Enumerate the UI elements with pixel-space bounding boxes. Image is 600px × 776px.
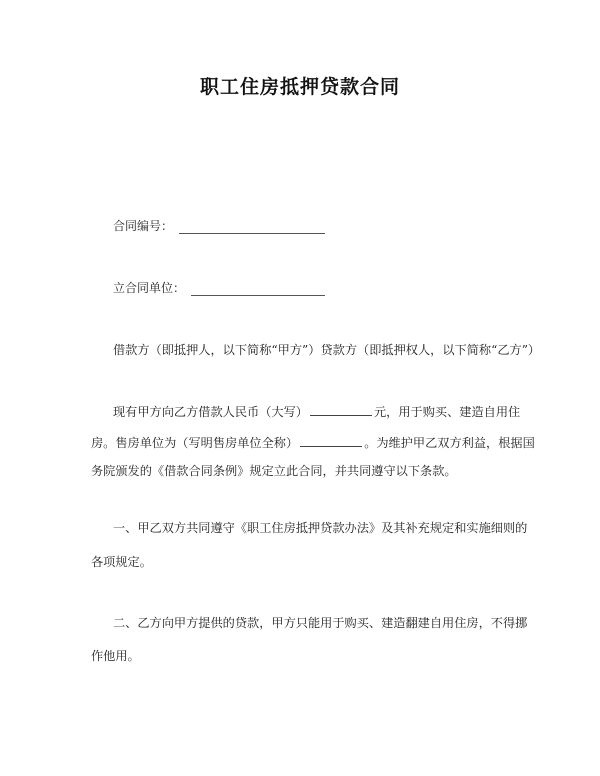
preamble-text-1b: 元，用于购买、建造自用住 bbox=[374, 405, 521, 419]
preamble-text-2a: 房。售房单位为（写明售房单位全称） bbox=[91, 436, 299, 450]
parties-statement: 借款方（即抵押人，以下简称“甲方”）贷款方（即抵押权人，以下简称“乙方”） bbox=[113, 343, 541, 357]
clause-2-line-1: 二、乙方向甲方提供的贷款，甲方只能用于购买、建造翻建自用住房，不得挪 bbox=[113, 616, 528, 630]
clause-2-line-2: 作他用。 bbox=[91, 649, 140, 663]
contract-number-label: 合同编号： bbox=[113, 219, 174, 233]
preamble-text-1a: 现有甲方向乙方借款人民币（大写） bbox=[113, 405, 308, 419]
clause-1-line-2: 各项规定。 bbox=[91, 555, 152, 569]
preamble-line-1 bbox=[113, 403, 520, 420]
seller-name-blank[interactable] bbox=[300, 434, 362, 447]
clause-1-line-1: 一、甲乙双方共同遵守《职工住房抵押贷款办法》及其补充规定和实施细则的 bbox=[113, 521, 528, 535]
contracting-unit-blank[interactable] bbox=[191, 283, 325, 296]
contracting-unit-label: 立合同单位： bbox=[113, 281, 186, 295]
document-title: 职工住房抵押贷款合同 bbox=[199, 76, 400, 98]
preamble-text-2b: 。为维护甲乙双方利益，根据国 bbox=[364, 436, 535, 450]
loan-amount-blank[interactable] bbox=[310, 403, 372, 416]
preamble-line-3: 务院颁发的《借款合同条例》规定立此合同，并共同遵守以下条款。 bbox=[91, 464, 457, 478]
contract-number-field bbox=[113, 218, 325, 234]
contracting-unit-field bbox=[113, 280, 325, 296]
contract-number-blank[interactable] bbox=[179, 221, 325, 234]
preamble-line-2 bbox=[91, 434, 535, 451]
